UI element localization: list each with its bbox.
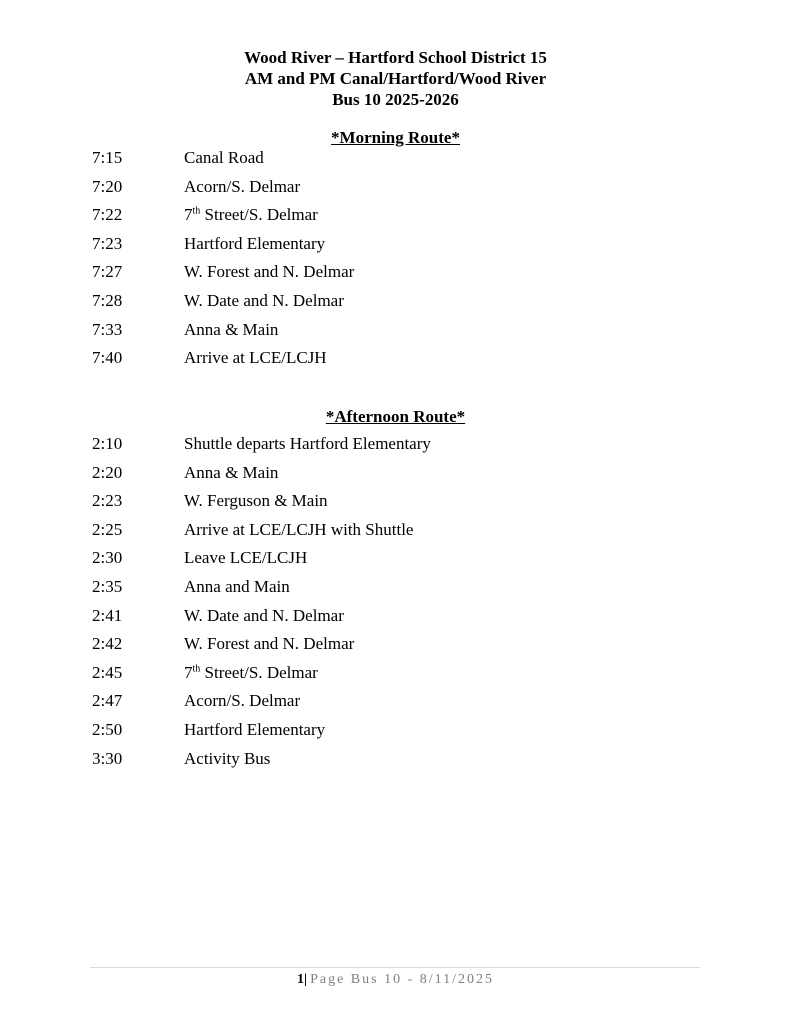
stop-location: W. Ferguson & Main — [184, 491, 328, 511]
stop-time: 7:23 — [92, 233, 123, 253]
stop-location: Anna & Main — [184, 462, 279, 482]
district-title: Wood River – Hartford School District 15 — [244, 48, 547, 67]
stop-row — [92, 487, 712, 516]
stop-location: Activity Bus — [184, 748, 271, 768]
stop-location: W. Date and N. Delmar — [184, 605, 344, 625]
stop-row — [92, 716, 712, 745]
stop-time: 2:20 — [92, 462, 123, 482]
ordinal-number: 7 — [184, 205, 193, 225]
stop-row — [92, 144, 712, 173]
stop-time: 2:41 — [92, 605, 123, 625]
stop-time: 2:47 — [92, 691, 123, 711]
stop-row — [92, 344, 712, 373]
stop-time: 2:42 — [92, 634, 123, 654]
stop-location: Shuttle departs Hartford Elementary — [184, 434, 431, 453]
stop-time: 2:35 — [92, 576, 123, 596]
stop-location: W. Date and N. Delmar — [184, 290, 344, 310]
stop-location: Acorn/S. Delmar — [184, 691, 301, 711]
stop-row — [92, 630, 712, 659]
stop-row — [92, 602, 712, 631]
stop-row — [92, 544, 712, 573]
document-header — [0, 47, 791, 110]
stop-time: 2:50 — [92, 719, 123, 739]
footer-separator: | — [303, 972, 308, 987]
stop-location: Acorn/S. Delmar — [184, 176, 301, 196]
footer-divider — [90, 967, 700, 968]
stop-row — [92, 230, 712, 259]
ordinal-suffix: th — [192, 663, 201, 675]
stop-row — [92, 745, 712, 774]
stop-row — [92, 173, 712, 202]
ordinal-number: 7 — [184, 662, 193, 682]
stop-time: 7:15 — [92, 148, 123, 167]
stop-location — [184, 659, 318, 688]
route-title: AM and PM Canal/Hartford/Wood River — [244, 69, 547, 88]
stop-location: Anna and Main — [184, 576, 290, 596]
stop-location: W. Forest and N. Delmar — [184, 262, 355, 282]
page-footer — [0, 971, 791, 989]
stop-location: Canal Road — [184, 148, 264, 167]
stop-location: Hartford Elementary — [184, 233, 326, 253]
stop-location: Arrive at LCE/LCJH with Shuttle — [184, 519, 414, 539]
stop-time: 2:30 — [92, 548, 123, 568]
stop-location: Leave LCE/LCJH — [184, 548, 308, 568]
stop-time: 7:33 — [92, 319, 123, 339]
stop-time: 7:20 — [92, 176, 123, 196]
stop-time: 3:30 — [92, 748, 123, 768]
stop-location: Arrive at LCE/LCJH — [184, 348, 327, 368]
stop-time: 7:27 — [92, 262, 123, 282]
street-name: Street/S. Delmar — [200, 662, 318, 682]
stop-time: 2:25 — [92, 519, 123, 539]
stop-row — [92, 316, 712, 345]
page-number: 1 — [296, 972, 304, 987]
stop-row — [92, 258, 712, 287]
stop-row — [92, 287, 712, 316]
afternoon-route-heading: *Afternoon Route* — [325, 407, 466, 426]
stop-time: 2:45 — [92, 662, 123, 682]
ordinal-suffix: th — [192, 205, 201, 217]
footer-text: Page Bus 10 - 8/11/2025 — [310, 972, 494, 987]
stop-time: 2:23 — [92, 491, 123, 511]
stop-row — [92, 430, 712, 459]
morning-route-heading: *Morning Route* — [331, 128, 460, 147]
afternoon-route-list — [92, 430, 712, 773]
stop-location — [184, 201, 318, 230]
stop-row — [92, 459, 712, 488]
stop-time: 7:40 — [92, 348, 123, 368]
stop-row — [92, 573, 712, 602]
street-name: Street/S. Delmar — [200, 205, 318, 225]
stop-location: Hartford Elementary — [184, 719, 326, 739]
stop-row — [92, 201, 712, 230]
stop-time: 2:10 — [92, 434, 123, 453]
stop-row — [92, 687, 712, 716]
morning-route-list — [92, 144, 712, 373]
stop-location: W. Forest and N. Delmar — [184, 634, 355, 654]
bus-title: Bus 10 2025-2026 — [332, 90, 459, 109]
stop-row — [92, 659, 712, 688]
stop-time: 7:22 — [92, 205, 123, 225]
stop-location: Anna & Main — [184, 319, 279, 339]
stop-time: 7:28 — [92, 290, 123, 310]
stop-row — [92, 516, 712, 545]
